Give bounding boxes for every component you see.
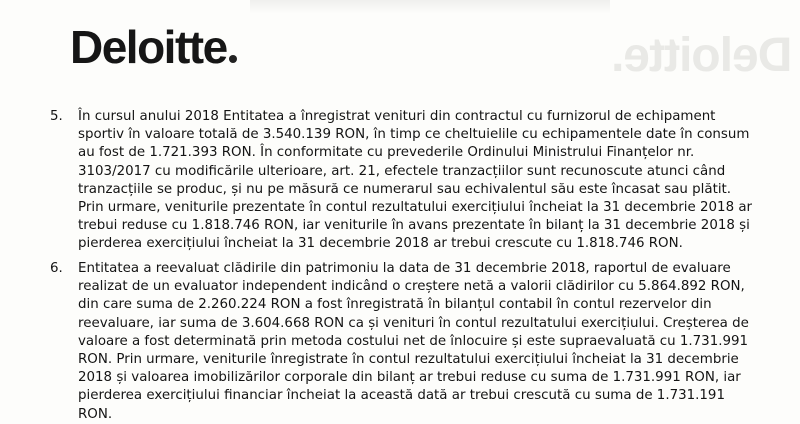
text-line: valoare a fost determinată prin metoda costului net de înlocuire și este supraevaluată cu 1.731.991 xyxy=(78,333,749,349)
text-line: din care suma de 2.260.224 RON a fost înregistrată în bilanțul contabil în contul rezervelor din xyxy=(78,297,712,313)
text-line: sportiv în valoare totală de 3.540.139 RON, în timp ce cheltuielile cu echipamentele date în consum xyxy=(78,127,750,143)
deloitte-logo xyxy=(70,21,237,73)
text-line: reevaluare, iar suma de 3.604.668 RON ca și venituri în contul rezultatului exercițiului. Creșterea de xyxy=(78,315,749,331)
mirrored-logo-bleed: Deloitte. xyxy=(612,29,793,82)
text-line: Entitatea a reevaluat clădirile din patrimoniu la data de 31 decembrie 2018, raportul de evaluare xyxy=(78,261,731,276)
text-line: RON. Prin urmare, veniturile înregistrate în contul rezultatului exercițiului încheiat la 31 decembrie xyxy=(78,352,739,368)
scan-bleed-through xyxy=(250,0,610,14)
text-line: tranzacțiile se produc, și nu pe măsură ce numerarul sau echivalentul său este încasat sau plătit. xyxy=(78,181,732,197)
text-line: 2018 și valoarea imobilizărilor corporale din bilanț ar trebui reduse cu suma de 1.731.991 RON, iar xyxy=(78,370,741,386)
text-line: au fost de 1.721.393 RON. În conformitate cu prevederile Ordinului Ministrului Finanțelor nr. xyxy=(78,145,695,161)
text-line: RON. xyxy=(78,406,113,422)
text-line: pierderea exercițiului financiar încheiat la această dată ar trebui crescută cu suma de 1.731.191 xyxy=(78,388,725,404)
text-line: realizat de un evaluator independent indicând o creștere netă a valorii clădirilor cu 5.864.892 RON, xyxy=(78,279,745,295)
logo-text: Deloitte xyxy=(70,21,227,73)
item-text xyxy=(78,108,788,254)
text-line: trebui reduse cu 1.818.746 RON, iar veniturile în avans prezentate în bilanț la 31 decembrie 2018 și xyxy=(78,218,750,234)
logo-dot-icon xyxy=(229,55,237,63)
item-text xyxy=(78,260,788,424)
text-line: pierderea exercițiului încheiat la 31 decembrie 2018 ar trebui crescute cu 1.818.746 RON. xyxy=(78,236,683,252)
item-number: 6. xyxy=(50,261,63,276)
text-line: Prin urmare, veniturile prezentate în contul rezultatului exercițiului încheiat la 31 decembrie 2018 ar xyxy=(78,200,753,216)
item-number: 5. xyxy=(50,109,63,124)
text-line: 3103/2017 cu modificările ulterioare, art. 21, efectele tranzacțiilor sunt recunoscute atunci când xyxy=(78,163,726,179)
text-line: În cursul anului 2018 Entitatea a înregistrat venituri din contractul cu furnizorul de echipament xyxy=(78,109,716,124)
